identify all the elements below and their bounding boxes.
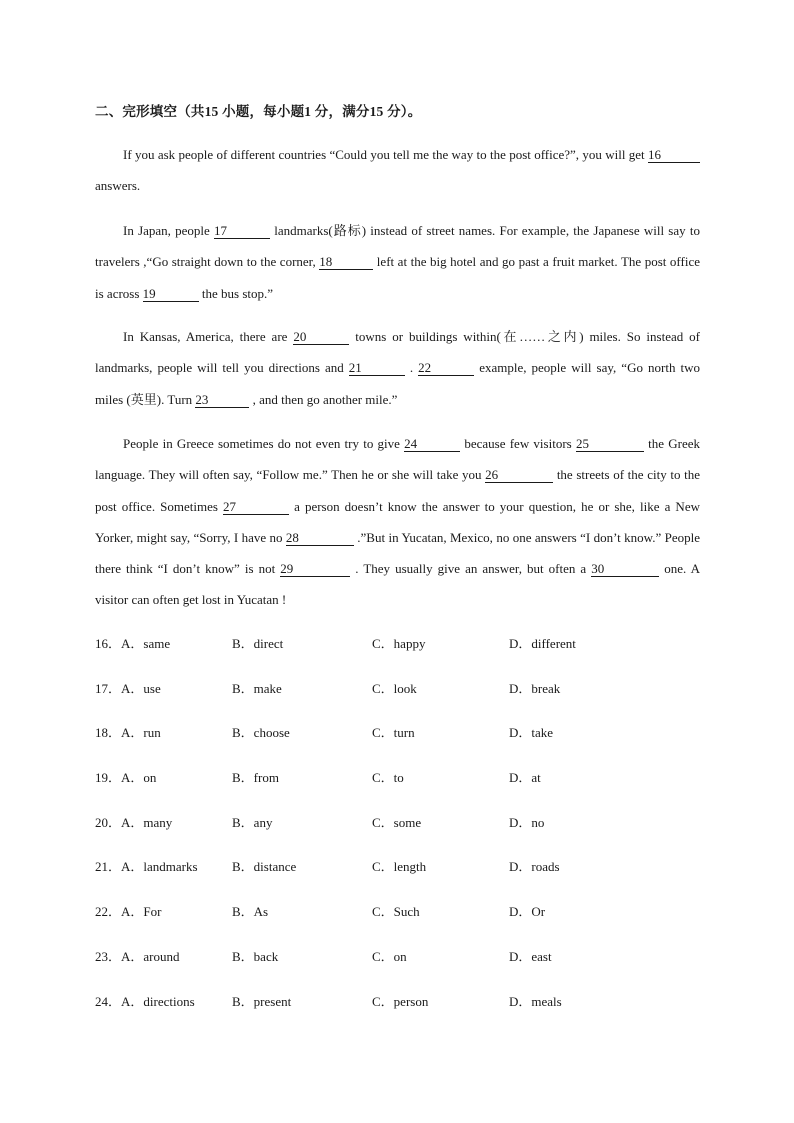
question-16-options [95,633,700,678]
question-22-options [95,901,700,946]
question-18-options [95,722,700,767]
option-c: C．on [372,948,407,964]
option-d: D．east [509,948,552,964]
text: In Japan, people [123,223,215,238]
option-c: C．Such [372,904,420,920]
blank-19: 19 [143,287,199,302]
text: a person doesn’t know the answer to your question, he or she, like a New Yorker, might say, “Sorry, I have no [95,498,700,545]
option-c: C．look [372,680,417,696]
text: . [404,360,419,376]
text: answers. [95,178,141,194]
option-b: B．any [232,814,273,830]
option-d: D．different [509,636,576,651]
option-c: C．to [372,770,404,786]
option-c: C．happy [372,636,426,651]
blank-25: 25 [576,437,644,452]
text: People in Greece sometimes do not even try to give [123,436,405,451]
blank-21: 21 [349,361,405,376]
text: one. A visitor can often get lost in Yucatan ! [95,561,700,608]
option-a: 22．A．For [95,904,162,920]
paragraph-3 [95,321,700,415]
option-d: D．Or [509,904,546,920]
option-b: B．choose [232,725,290,741]
paragraph-4 [95,428,700,616]
option-b: B．direct [232,636,284,651]
option-a: 19．A．on [95,770,157,786]
option-a: 24．A．directions [95,993,195,1009]
text: because few visitors [460,436,576,451]
question-19-options [95,767,700,812]
option-c: C．turn [372,725,415,741]
text: left at the big hotel and go past a fruit market. The post office is across [95,254,700,301]
option-d: D．take [509,725,554,741]
paragraph-1 [95,139,700,202]
section-title: 二、完形填空（共15 小题，每小题1 分，满分15 分）。 [95,104,422,119]
option-b: B．from [232,770,279,786]
text: landmarks(路标) instead of street names. For example, the Japanese will say to travelers ,“Go straight down to the corner, [95,223,700,270]
blank-26: 26 [485,468,553,483]
text: example, people will say, “Go north two miles (英里). Turn [95,360,700,407]
question-17-options [95,678,700,723]
question-20-options [95,812,700,857]
text: , and then go another mile.” [249,391,398,407]
blank-30: 30 [591,562,659,577]
text: .”But in Yucatan, Mexico, no one answers “I don’t know.” People there think “I don’t know” is not [95,529,700,577]
option-b: B．As [232,904,269,920]
option-d: D．roads [509,859,560,875]
option-b: B．make [232,680,282,696]
option-a: 18．A．run [95,725,161,741]
option-a: 21．A．landmarks [95,859,198,875]
text: towns or buildings within(在……之内) miles. So instead of landmarks, people will tell you directions and [95,329,700,376]
blank-24: 24 [404,437,460,452]
blank-18: 18 [319,255,373,270]
option-a: 16．A．same [95,636,171,651]
option-a: 23．A．around [95,948,180,964]
option-b: B．back [232,948,279,964]
blank-29: 29 [280,562,350,577]
option-c: C．person [372,993,429,1009]
blank-22: 22 [418,361,474,376]
text: If you ask people of different countries “Could you tell me the way to the post office?”, you will get [123,147,648,162]
option-b: B．distance [232,859,297,875]
text: the streets of the city to the post office. Sometimes [95,467,700,514]
blank-23: 23 [195,393,249,408]
option-d: D．no [509,814,545,830]
question-21-options [95,856,700,901]
options-list [95,633,700,1035]
blank-17: 17 [214,224,270,239]
text: the bus stop.” [198,285,274,301]
blank-20: 20 [293,330,349,345]
option-b: B．present [232,993,292,1009]
question-24-options [95,991,700,1036]
option-c: C．some [372,814,422,830]
option-d: D．at [509,770,541,786]
option-c: C．length [372,859,427,875]
option-d: D．meals [509,993,562,1009]
blank-27: 27 [223,500,289,515]
option-a: 20．A．many [95,814,173,830]
text: In Kansas, America, there are [123,329,294,344]
text: . They usually give an answer, but often a [350,561,592,577]
option-d: D．break [509,680,561,696]
paragraph-2 [95,215,700,309]
question-23-options [95,946,700,991]
option-a: 17．A．use [95,680,161,696]
text: the Greek language. They will often say, “Follow me.” Then he or she will take you [95,436,701,483]
blank-16: 16 [648,148,700,163]
blank-28: 28 [286,531,354,546]
